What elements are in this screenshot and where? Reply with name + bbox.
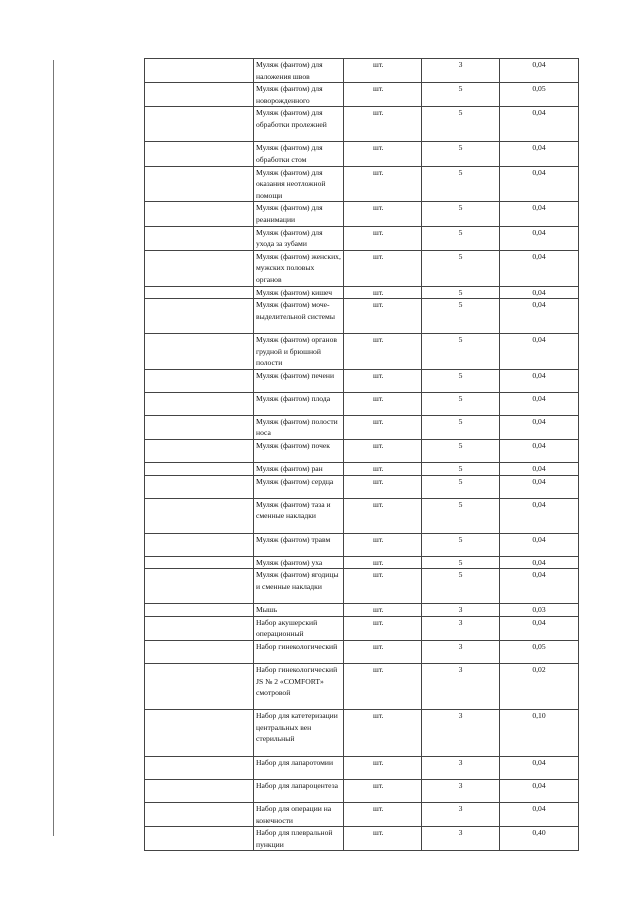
- price-cell: 0,04: [500, 226, 579, 250]
- table-row: [145, 827, 579, 851]
- quantity-cell: 5: [422, 440, 500, 463]
- price-cell: 0,10: [500, 710, 579, 757]
- item-name-cell: Муляж (фантом) полости носа: [254, 415, 344, 439]
- row-index-cell: [145, 533, 254, 556]
- row-index-cell: [145, 392, 254, 415]
- item-name-cell: Муляж (фантом) моче-выделительной системы: [254, 299, 344, 334]
- item-name-cell: Муляж (фантом) для обработки пролежней: [254, 107, 344, 142]
- unit-cell: шт.: [344, 780, 422, 803]
- row-index-cell: [145, 299, 254, 334]
- price-cell: 0,04: [500, 392, 579, 415]
- row-index-cell: [145, 286, 254, 299]
- table-row: [145, 392, 579, 415]
- table-row: [145, 780, 579, 803]
- item-name-cell: Набор для лапаротомии: [254, 757, 344, 780]
- price-cell: 0,04: [500, 463, 579, 476]
- table-row: [145, 369, 579, 392]
- table-row: [145, 415, 579, 439]
- table-row: [145, 299, 579, 334]
- quantity-cell: 5: [422, 415, 500, 439]
- unit-cell: шт.: [344, 616, 422, 640]
- unit-cell: шт.: [344, 475, 422, 498]
- table-row: [145, 142, 579, 166]
- quantity-cell: 3: [422, 59, 500, 83]
- item-name-cell: Набор для катетеризации центральных вен стерильный: [254, 710, 344, 757]
- item-name-cell: Набор акушерский операционный: [254, 616, 344, 640]
- quantity-cell: 5: [422, 556, 500, 569]
- row-index-cell: [145, 604, 254, 617]
- item-name-cell: Набор гинекологический: [254, 641, 344, 664]
- table-row: [145, 166, 579, 202]
- unit-cell: шт.: [344, 250, 422, 286]
- price-cell: 0,04: [500, 569, 579, 604]
- row-index-cell: [145, 498, 254, 533]
- quantity-cell: 5: [422, 226, 500, 250]
- table-row: [145, 440, 579, 463]
- quantity-cell: 5: [422, 107, 500, 142]
- price-cell: 0,05: [500, 641, 579, 664]
- price-cell: 0,04: [500, 250, 579, 286]
- quantity-cell: 5: [422, 166, 500, 202]
- unit-cell: шт.: [344, 286, 422, 299]
- item-name-cell: Муляж (фантом) сердца: [254, 475, 344, 498]
- price-cell: 0,04: [500, 107, 579, 142]
- row-index-cell: [145, 415, 254, 439]
- row-index-cell: [145, 569, 254, 604]
- price-cell: 0,03: [500, 604, 579, 617]
- price-cell: 0,04: [500, 440, 579, 463]
- unit-cell: шт.: [344, 83, 422, 107]
- price-cell: 0,02: [500, 664, 579, 710]
- table-row: [145, 498, 579, 533]
- price-cell: 0,04: [500, 556, 579, 569]
- quantity-cell: 5: [422, 463, 500, 476]
- row-index-cell: [145, 463, 254, 476]
- item-name-cell: Муляж (фантом) для новорожденного: [254, 83, 344, 107]
- item-name-cell: Муляж (фантом) для наложения швов: [254, 59, 344, 83]
- row-index-cell: [145, 334, 254, 370]
- price-cell: 0,04: [500, 166, 579, 202]
- quantity-cell: 3: [422, 641, 500, 664]
- table-row: [145, 616, 579, 640]
- unit-cell: шт.: [344, 710, 422, 757]
- table-row: [145, 569, 579, 604]
- price-cell: 0,40: [500, 827, 579, 851]
- price-cell: 0,04: [500, 299, 579, 334]
- row-index-cell: [145, 710, 254, 757]
- quantity-cell: 5: [422, 475, 500, 498]
- unit-cell: шт.: [344, 226, 422, 250]
- quantity-cell: 3: [422, 827, 500, 851]
- row-index-cell: [145, 556, 254, 569]
- table-row: [145, 107, 579, 142]
- item-name-cell: Набор для лапароцентеза: [254, 780, 344, 803]
- quantity-cell: 3: [422, 664, 500, 710]
- item-name-cell: Муляж (фантом) ягодицы и сменные накладки: [254, 569, 344, 604]
- row-index-cell: [145, 803, 254, 827]
- price-cell: 0,04: [500, 780, 579, 803]
- row-index-cell: [145, 440, 254, 463]
- quantity-cell: 5: [422, 286, 500, 299]
- price-cell: 0,04: [500, 369, 579, 392]
- quantity-cell: 3: [422, 710, 500, 757]
- unit-cell: шт.: [344, 107, 422, 142]
- quantity-cell: 5: [422, 392, 500, 415]
- price-cell: 0,04: [500, 142, 579, 166]
- unit-cell: шт.: [344, 569, 422, 604]
- table-row: [145, 202, 579, 226]
- table-row: [145, 710, 579, 757]
- unit-cell: шт.: [344, 299, 422, 334]
- price-cell: 0,04: [500, 533, 579, 556]
- table-row: [145, 664, 579, 710]
- page-margin-rule: [53, 60, 54, 836]
- unit-cell: шт.: [344, 827, 422, 851]
- unit-cell: шт.: [344, 415, 422, 439]
- table-row: [145, 286, 579, 299]
- unit-cell: шт.: [344, 641, 422, 664]
- quantity-cell: 5: [422, 299, 500, 334]
- equipment-table: [144, 58, 579, 851]
- item-name-cell: Муляж (фантом) почек: [254, 440, 344, 463]
- price-cell: 0,04: [500, 757, 579, 780]
- table-row: [145, 250, 579, 286]
- unit-cell: шт.: [344, 664, 422, 710]
- equipment-table-body: [145, 59, 579, 851]
- quantity-cell: 3: [422, 757, 500, 780]
- row-index-cell: [145, 59, 254, 83]
- item-name-cell: Муляж (фантом) для ухода за зубами: [254, 226, 344, 250]
- quantity-cell: 5: [422, 250, 500, 286]
- row-index-cell: [145, 827, 254, 851]
- unit-cell: шт.: [344, 202, 422, 226]
- row-index-cell: [145, 226, 254, 250]
- price-cell: 0,04: [500, 334, 579, 370]
- row-index-cell: [145, 250, 254, 286]
- unit-cell: шт.: [344, 59, 422, 83]
- quantity-cell: 5: [422, 498, 500, 533]
- table-row: [145, 59, 579, 83]
- item-name-cell: Муляж (фантом) кишеч: [254, 286, 344, 299]
- row-index-cell: [145, 369, 254, 392]
- item-name-cell: Набор для плевральной пункции: [254, 827, 344, 851]
- item-name-cell: Муляж (фантом) органов грудной и брюшной полости: [254, 334, 344, 370]
- row-index-cell: [145, 107, 254, 142]
- unit-cell: шт.: [344, 498, 422, 533]
- unit-cell: шт.: [344, 392, 422, 415]
- item-name-cell: Набор для операции на конечности: [254, 803, 344, 827]
- table-row: [145, 463, 579, 476]
- price-cell: 0,04: [500, 415, 579, 439]
- quantity-cell: 3: [422, 604, 500, 617]
- table-row: [145, 556, 579, 569]
- row-index-cell: [145, 616, 254, 640]
- table-row: [145, 803, 579, 827]
- price-cell: 0,05: [500, 83, 579, 107]
- unit-cell: шт.: [344, 556, 422, 569]
- table-row: [145, 757, 579, 780]
- table-row: [145, 83, 579, 107]
- quantity-cell: 3: [422, 780, 500, 803]
- quantity-cell: 5: [422, 334, 500, 370]
- row-index-cell: [145, 780, 254, 803]
- item-name-cell: Муляж (фантом) таза и сменные накладки: [254, 498, 344, 533]
- price-cell: 0,04: [500, 498, 579, 533]
- price-cell: 0,04: [500, 286, 579, 299]
- quantity-cell: 3: [422, 803, 500, 827]
- item-name-cell: Муляж (фантом) травм: [254, 533, 344, 556]
- row-index-cell: [145, 142, 254, 166]
- item-name-cell: Муляж (фантом) плода: [254, 392, 344, 415]
- row-index-cell: [145, 641, 254, 664]
- row-index-cell: [145, 757, 254, 780]
- quantity-cell: 5: [422, 142, 500, 166]
- item-name-cell: Муляж (фантом) печени: [254, 369, 344, 392]
- unit-cell: шт.: [344, 757, 422, 780]
- unit-cell: шт.: [344, 604, 422, 617]
- table-row: [145, 533, 579, 556]
- unit-cell: шт.: [344, 463, 422, 476]
- unit-cell: шт.: [344, 440, 422, 463]
- row-index-cell: [145, 166, 254, 202]
- quantity-cell: 5: [422, 569, 500, 604]
- row-index-cell: [145, 83, 254, 107]
- unit-cell: шт.: [344, 166, 422, 202]
- price-cell: 0,04: [500, 616, 579, 640]
- unit-cell: шт.: [344, 369, 422, 392]
- item-name-cell: Набор гинекологический JS № 2 «COMFORT» смотровой: [254, 664, 344, 710]
- item-name-cell: Муляж (фантом) для реанимации: [254, 202, 344, 226]
- item-name-cell: Муляж (фантом) женских, мужских половых органов: [254, 250, 344, 286]
- quantity-cell: 5: [422, 533, 500, 556]
- table-row: [145, 475, 579, 498]
- row-index-cell: [145, 664, 254, 710]
- quantity-cell: 5: [422, 369, 500, 392]
- quantity-cell: 3: [422, 616, 500, 640]
- price-cell: 0,04: [500, 59, 579, 83]
- table-row: [145, 334, 579, 370]
- item-name-cell: Муляж (фантом) уха: [254, 556, 344, 569]
- unit-cell: шт.: [344, 142, 422, 166]
- table-row: [145, 226, 579, 250]
- row-index-cell: [145, 202, 254, 226]
- item-name-cell: Муляж (фантом) для оказания неотложной помощи: [254, 166, 344, 202]
- table-row: [145, 641, 579, 664]
- quantity-cell: 5: [422, 202, 500, 226]
- unit-cell: шт.: [344, 533, 422, 556]
- price-cell: 0,04: [500, 803, 579, 827]
- table-row: [145, 604, 579, 617]
- unit-cell: шт.: [344, 803, 422, 827]
- item-name-cell: Муляж (фантом) для обработки стом: [254, 142, 344, 166]
- row-index-cell: [145, 475, 254, 498]
- price-cell: 0,04: [500, 202, 579, 226]
- item-name-cell: Муляж (фантом) ран: [254, 463, 344, 476]
- quantity-cell: 5: [422, 83, 500, 107]
- item-name-cell: Мышь: [254, 604, 344, 617]
- price-cell: 0,04: [500, 475, 579, 498]
- unit-cell: шт.: [344, 334, 422, 370]
